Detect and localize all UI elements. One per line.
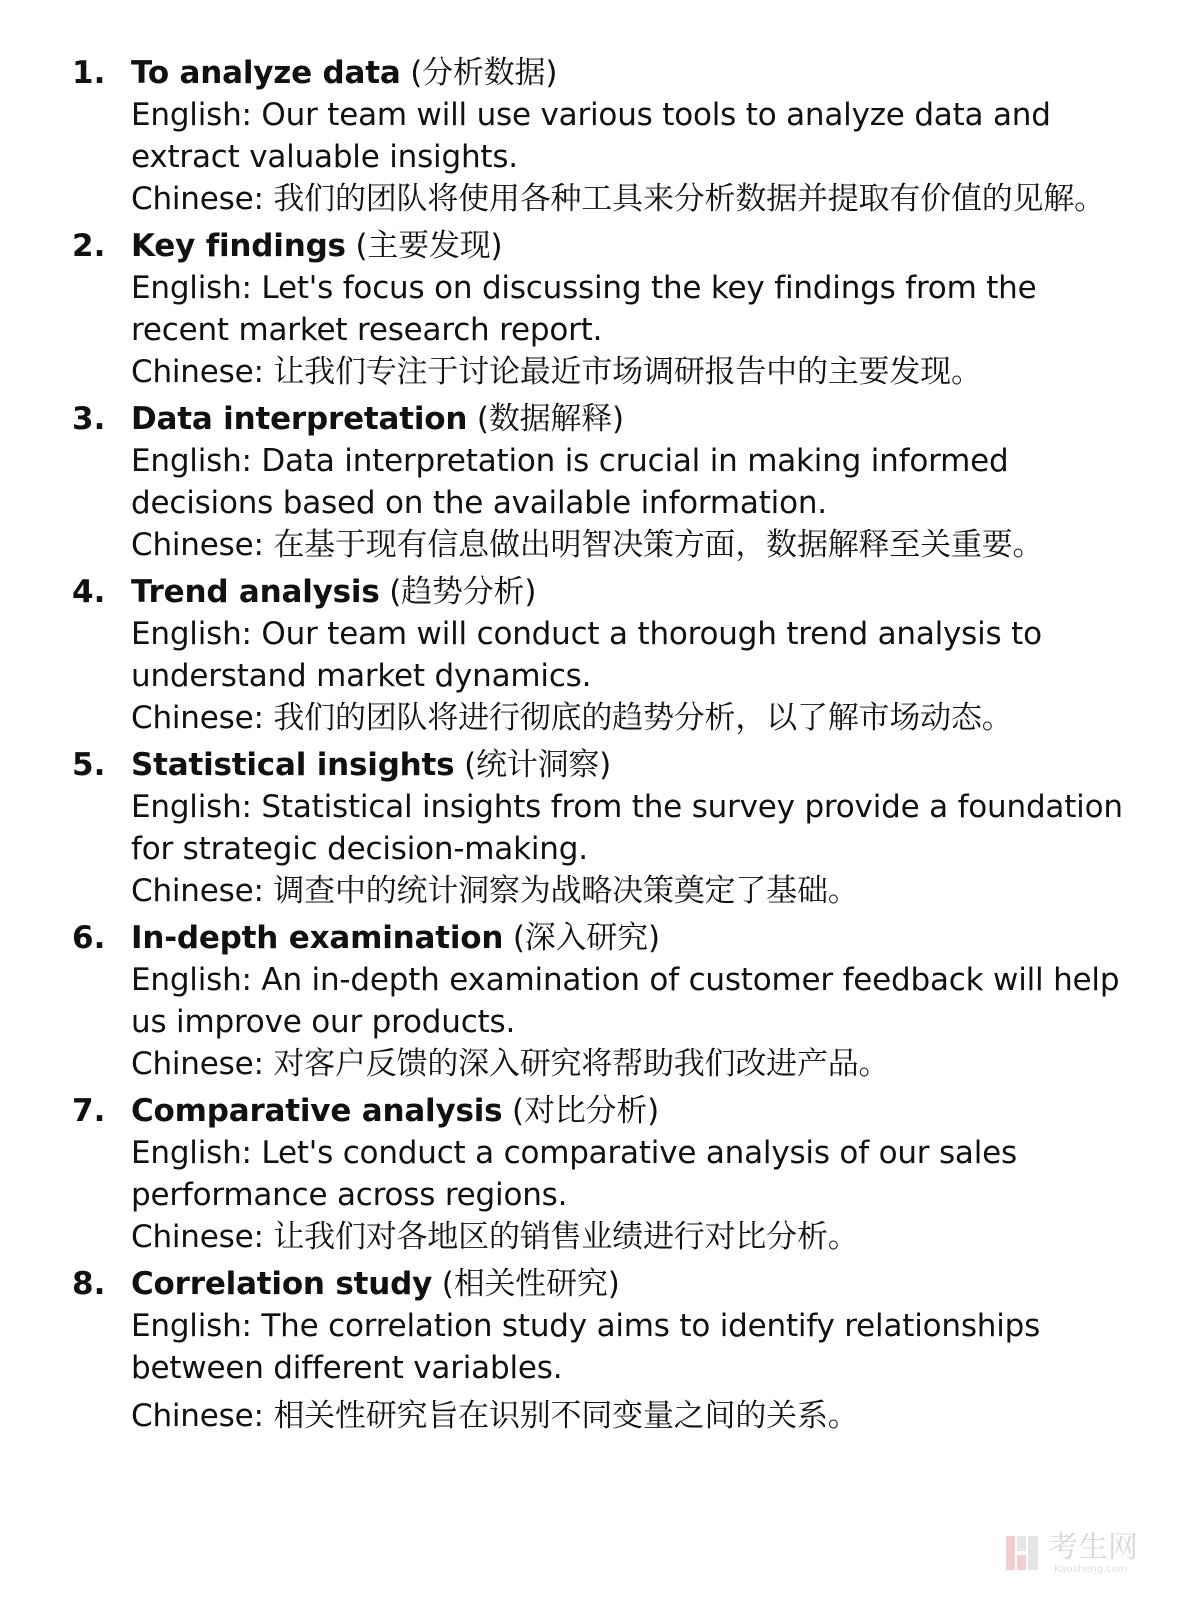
entry-number: 7. [72,1093,106,1129]
watermark-brand: 考生网 [1048,1530,1138,1565]
chinese-example: Chinese: 相关性研究旨在识别不同变量之间的关系。 [131,1398,859,1434]
entry-number: 6. [72,920,106,956]
vocab-entry [0,744,1200,912]
entry-number: 1. [72,55,106,91]
term-gloss: (数据解释) [467,401,624,437]
kaosheng-logo-icon [1004,1534,1040,1572]
term-line [131,571,1130,613]
vocab-entry [0,571,1200,739]
chinese-example: Chinese: 我们的团队将进行彻底的趋势分析，以了解市场动态。 [131,700,1013,736]
term-line [131,225,1130,267]
term-line [131,52,1130,94]
english-example: English: The correlation study aims to identify relationships between different variables. [131,1308,1041,1386]
chinese-example: Chinese: 调查中的统计洞察为战略决策奠定了基础。 [131,873,859,909]
term: Correlation study [131,1266,433,1302]
term-line [131,1263,1130,1305]
vocab-entry [0,917,1200,1085]
term: In-depth examination [131,920,504,956]
term-gloss: (统计洞察) [454,747,612,783]
term-line [131,744,1130,786]
term-gloss: (趋势分析) [379,574,537,610]
term-gloss: (深入研究) [503,920,660,956]
vocab-entry [0,225,1200,393]
english-example: English: Let's focus on discussing the key findings from the recent market research report. [131,270,1037,348]
english-example: English: Our team will conduct a thorough trend analysis to understand market dynamics. [131,616,1042,694]
term-line [131,398,1130,440]
term: Key findings [131,228,346,264]
vocab-entry [0,52,1200,220]
chinese-example: Chinese: 我们的团队将使用各种工具来分析数据并提取有价值的见解。 [131,181,1105,217]
term-line [131,1090,1130,1132]
english-example: English: Let's conduct a comparative analysis of our sales performance across regions. [131,1135,1017,1213]
chinese-example: Chinese: 在基于现有信息做出明智决策方面，数据解释至关重要。 [131,527,1044,563]
term: Trend analysis [131,574,380,610]
watermark [1004,1532,1174,1578]
watermark-site: Kaosheng.com [1054,1564,1128,1575]
vocab-entry [0,1090,1200,1258]
term-gloss: (相关性研究) [432,1266,620,1302]
english-example: English: Data interpretation is crucial in making informed decisions based on the available information. [131,443,1009,521]
term: Comparative analysis [131,1093,503,1129]
chinese-example: Chinese: 让我们专注于讨论最近市场调研报告中的主要发现。 [131,354,982,390]
term: To analyze data [131,55,401,91]
document-body [0,52,1200,1442]
english-example: English: Statistical insights from the survey provide a foundation for strategic decision-making. [131,789,1123,867]
entry-number: 4. [72,574,106,610]
vocab-entry [0,1263,1200,1437]
term: Statistical insights [131,747,455,783]
entry-number: 8. [72,1266,106,1302]
entry-number: 5. [72,747,106,783]
english-example: English: An in-depth examination of customer feedback will help us improve our products. [131,962,1120,1040]
term-gloss: (分析数据) [400,55,558,91]
chinese-example: Chinese: 让我们对各地区的销售业绩进行对比分析。 [131,1219,859,1255]
term: Data interpretation [131,401,468,437]
english-example: English: Our team will use various tools to analyze data and extract valuable insights. [131,97,1051,175]
entry-number: 3. [72,401,106,437]
chinese-example: Chinese: 对客户反馈的深入研究将帮助我们改进产品。 [131,1046,890,1082]
term-line [131,917,1130,959]
term-gloss: (主要发现) [345,228,503,264]
entry-number: 2. [72,228,106,264]
term-gloss: (对比分析) [502,1093,660,1129]
vocab-entry [0,398,1200,566]
